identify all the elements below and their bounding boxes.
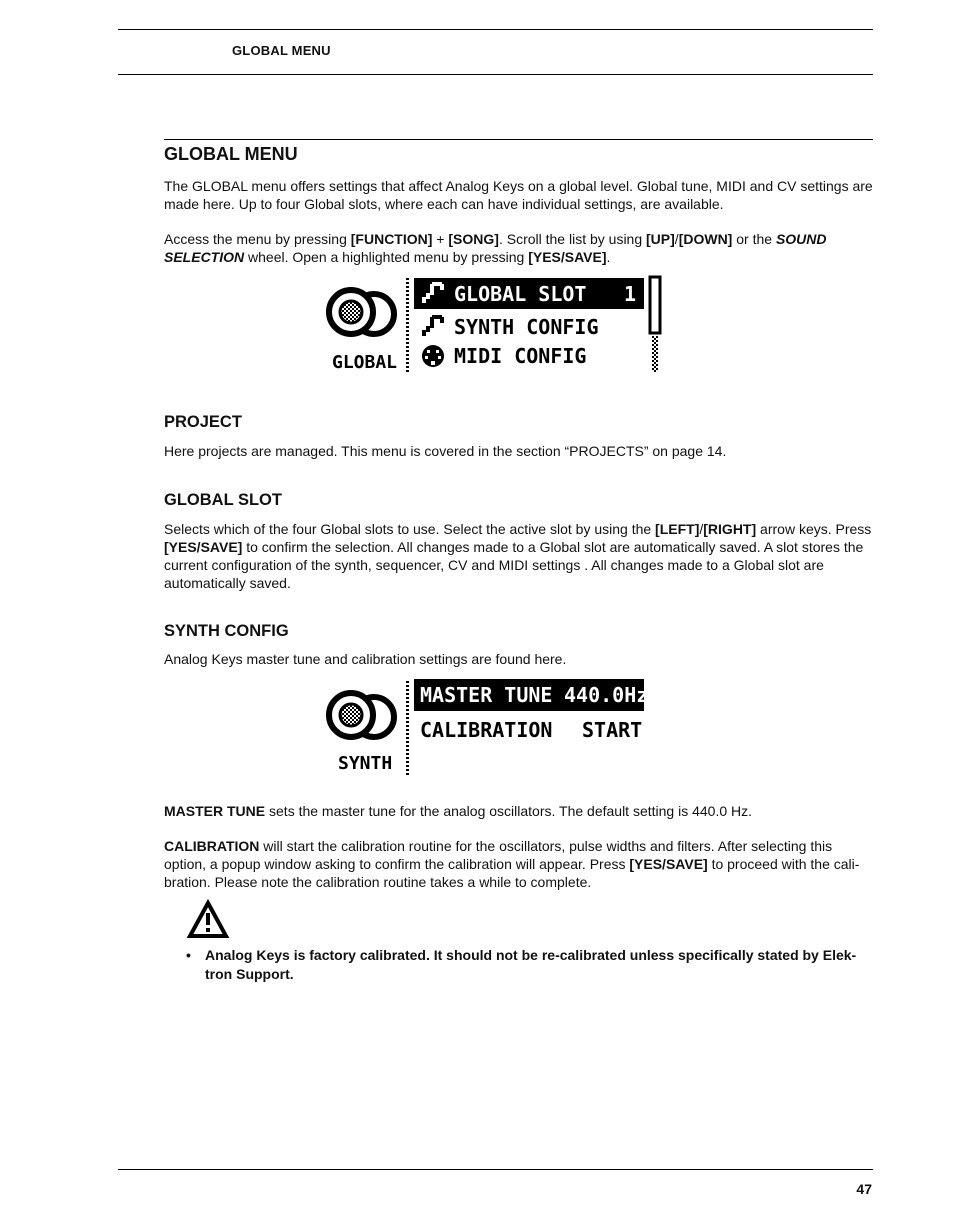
intro-paragraph: The GLOBAL menu offers settings that affect Analog Keys on a global level. Global tune, MIDI and CV settings are made here. Up to four Global slots, where each can have individual settings, are available. bbox=[164, 178, 873, 212]
menu-item-calibration: CALIBRATION bbox=[420, 718, 553, 742]
screen-label: GLOBAL bbox=[332, 352, 398, 373]
screen-label: SYNTH bbox=[338, 753, 393, 774]
warning-triangle-icon bbox=[164, 898, 230, 947]
section-rule bbox=[164, 139, 873, 140]
menu-item-calibration-value: START bbox=[582, 718, 643, 742]
menu-item-global-slot: GLOBAL SLOT bbox=[454, 282, 587, 306]
section-title: GLOBAL MENU bbox=[164, 144, 298, 164]
menu-item-master-tune-value: 440.0Hz bbox=[564, 683, 649, 707]
warning-triangle-graphic bbox=[164, 898, 230, 942]
wrench-icon bbox=[422, 315, 444, 336]
access-paragraph: Access the menu by pressing [FUNCTION] + [SONG]. Scroll the list by using [UP]/[DOWN] or the SOUND SELECTION wheel. Open a highlighted menu by pressing [YES/SAVE]. bbox=[164, 231, 827, 265]
menu-item-master-tune: MASTER TUNE bbox=[420, 683, 553, 707]
scrollbar-track bbox=[650, 277, 660, 333]
project-paragraph: Here projects are managed. This menu is covered in the section “PROJECTS” on page 14. bbox=[164, 443, 727, 459]
knob-logo-icon bbox=[329, 290, 394, 334]
project-heading: PROJECT bbox=[164, 413, 242, 431]
header-bottom-rule bbox=[118, 74, 873, 75]
page-number: 47 bbox=[856, 1181, 872, 1197]
calibration-paragraph: CALIBRATION will start the calibration routine for the oscillators, pulse widths and filters. After selecting this option, a popup window asking to confirm the calibration will appear. Press [YES/SAVE] to proceed with the cali-bration. Please note the calibration routine takes a while to complete. bbox=[164, 838, 860, 890]
synth-config-screen bbox=[326, 677, 648, 779]
menu-item-synth-config: SYNTH CONFIG bbox=[454, 315, 599, 339]
screen-divider bbox=[406, 276, 409, 372]
menu-item-midi-config: MIDI CONFIG bbox=[454, 344, 587, 368]
scrollbar-remaining bbox=[652, 336, 658, 372]
warning-text: Analog Keys is factory calibrated. It should not be re-calibrated unless specifically stated by Elek-tron Support. bbox=[205, 947, 857, 982]
global-slot-heading: GLOBAL SLOT bbox=[164, 491, 282, 509]
synth-config-heading: SYNTH CONFIG bbox=[164, 622, 289, 640]
bullet: • bbox=[186, 947, 191, 963]
footer-rule bbox=[118, 1169, 873, 1170]
screen-divider bbox=[406, 679, 409, 775]
knob-logo-icon bbox=[329, 693, 394, 737]
synth-config-paragraph: Analog Keys master tune and calibration settings are found here. bbox=[164, 651, 567, 667]
master-tune-paragraph: MASTER TUNE sets the master tune for the analog oscillators. The default setting is 440.0 Hz. bbox=[164, 803, 753, 819]
header-top-rule bbox=[118, 29, 873, 30]
menu-item-global-slot-value: 1 bbox=[624, 282, 637, 306]
running-title: GLOBAL MENU bbox=[232, 43, 331, 58]
global-menu-screen bbox=[326, 274, 666, 378]
global-slot-paragraph: Selects which of the four Global slots to use. Select the active slot by using the [LEFT]/[RIGHT] arrow keys. Press [YES/SAVE] to confirm the selection. All changes made to a Global slot are automatically saved. A slot stores the current configuration of the synth, sequencer, CV and MIDI settings . All changes made to a Global slot are automatically saved. bbox=[164, 521, 872, 591]
midi-port-icon bbox=[422, 345, 444, 367]
